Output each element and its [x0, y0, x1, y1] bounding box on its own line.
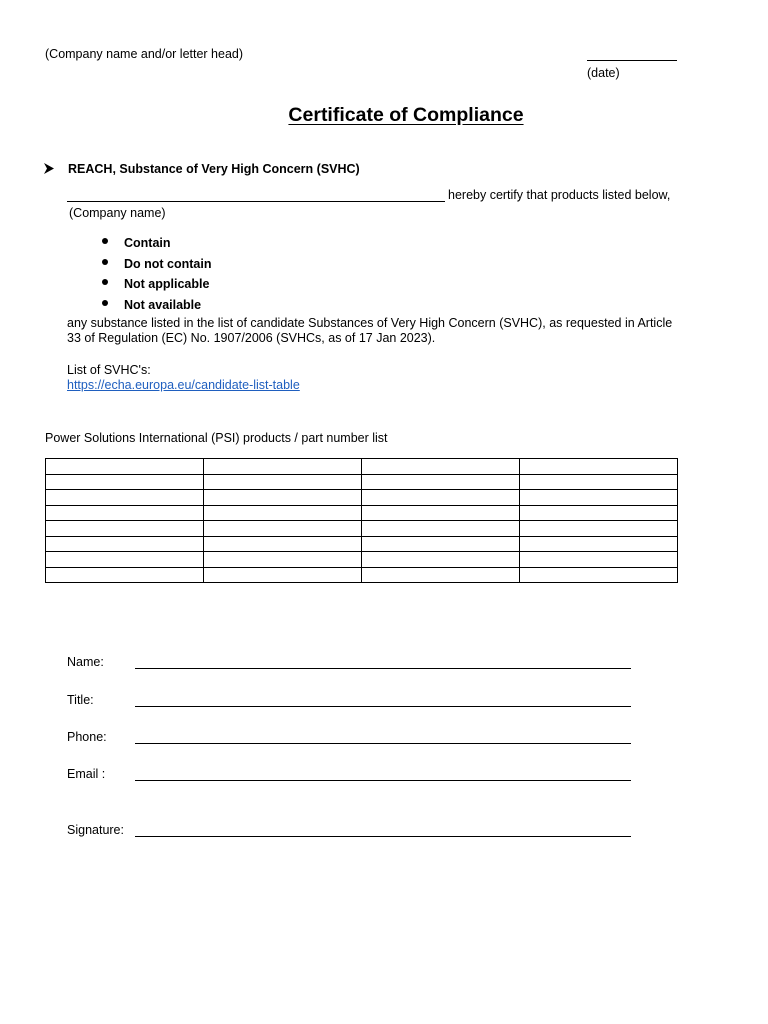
part-number-table — [45, 458, 678, 583]
table-row — [46, 567, 678, 583]
signature-label: Signature: — [67, 823, 124, 837]
option-do-not-contain: Do not contain — [124, 257, 212, 271]
signature-blank-line[interactable] — [135, 825, 631, 837]
table-row — [46, 521, 678, 537]
table-cell[interactable] — [362, 536, 520, 552]
bullet-icon — [102, 259, 108, 265]
table-cell[interactable] — [46, 552, 204, 568]
table-caption: Power Solutions International (PSI) products / part number list — [45, 431, 388, 445]
letterhead-placeholder: (Company name and/or letter head) — [45, 47, 244, 61]
table-cell[interactable] — [362, 552, 520, 568]
table-cell[interactable] — [520, 536, 678, 552]
company-name-label: (Company name) — [69, 206, 166, 220]
arrow-bullet-icon — [44, 162, 54, 178]
date-blank-line[interactable] — [587, 48, 677, 61]
svhc-list-label: List of SVHC's: — [67, 363, 151, 377]
table-cell[interactable] — [520, 521, 678, 537]
table-cell[interactable] — [46, 474, 204, 490]
name-blank-line[interactable] — [135, 657, 631, 669]
bullet-icon — [102, 279, 108, 285]
table-cell[interactable] — [362, 567, 520, 583]
option-not-applicable: Not applicable — [124, 277, 210, 291]
table-cell[interactable] — [46, 536, 204, 552]
phone-label: Phone: — [67, 730, 107, 744]
table-cell[interactable] — [46, 505, 204, 521]
table-cell[interactable] — [520, 490, 678, 506]
email-blank-line[interactable] — [135, 769, 631, 781]
table-row — [46, 474, 678, 490]
title-blank-line[interactable] — [135, 695, 631, 707]
certify-text: hereby certify that products listed below, — [448, 188, 671, 202]
table-cell[interactable] — [362, 474, 520, 490]
svhc-statement: any substance listed in the list of candidate Substances of Very High Concern (SVHC), as requested in Article 33 of Regulation (EC) No. 1907/2006 (SVHCs, as of 17 Jan 2023). — [67, 316, 673, 345]
table-cell[interactable] — [362, 521, 520, 537]
date-label: (date) — [587, 66, 620, 80]
table-cell[interactable] — [46, 567, 204, 583]
section-heading: REACH, Substance of Very High Concern (SVHC) — [68, 162, 360, 176]
table-cell[interactable] — [204, 567, 362, 583]
option-contain: Contain — [124, 236, 171, 250]
table-cell[interactable] — [46, 521, 204, 537]
table-cell[interactable] — [520, 505, 678, 521]
table-row — [46, 536, 678, 552]
page-title: Certificate of Compliance — [288, 104, 524, 126]
phone-blank-line[interactable] — [135, 732, 631, 744]
table-cell[interactable] — [204, 490, 362, 506]
table-row — [46, 459, 678, 475]
table-cell[interactable] — [204, 474, 362, 490]
title-label: Title: — [67, 693, 94, 707]
table-cell[interactable] — [520, 552, 678, 568]
table-cell[interactable] — [362, 490, 520, 506]
table-cell[interactable] — [362, 459, 520, 475]
table-cell[interactable] — [204, 459, 362, 475]
bullet-icon — [102, 300, 108, 306]
company-name-blank-line[interactable] — [67, 189, 445, 202]
table-cell[interactable] — [46, 490, 204, 506]
table-row — [46, 552, 678, 568]
option-not-available: Not available — [124, 298, 202, 312]
svhc-list-link[interactable]: https://echa.europa.eu/candidate-list-table — [67, 378, 300, 392]
table-cell[interactable] — [362, 505, 520, 521]
name-label: Name: — [67, 655, 104, 669]
table-cell[interactable] — [46, 459, 204, 475]
table-cell[interactable] — [204, 505, 362, 521]
table-cell[interactable] — [520, 567, 678, 583]
bullet-icon — [102, 238, 108, 244]
table-cell[interactable] — [520, 459, 678, 475]
email-label: Email : — [67, 767, 106, 781]
table-cell[interactable] — [204, 521, 362, 537]
table-row — [46, 490, 678, 506]
table-cell[interactable] — [520, 474, 678, 490]
table-cell[interactable] — [204, 536, 362, 552]
table-cell[interactable] — [204, 552, 362, 568]
table-row — [46, 505, 678, 521]
